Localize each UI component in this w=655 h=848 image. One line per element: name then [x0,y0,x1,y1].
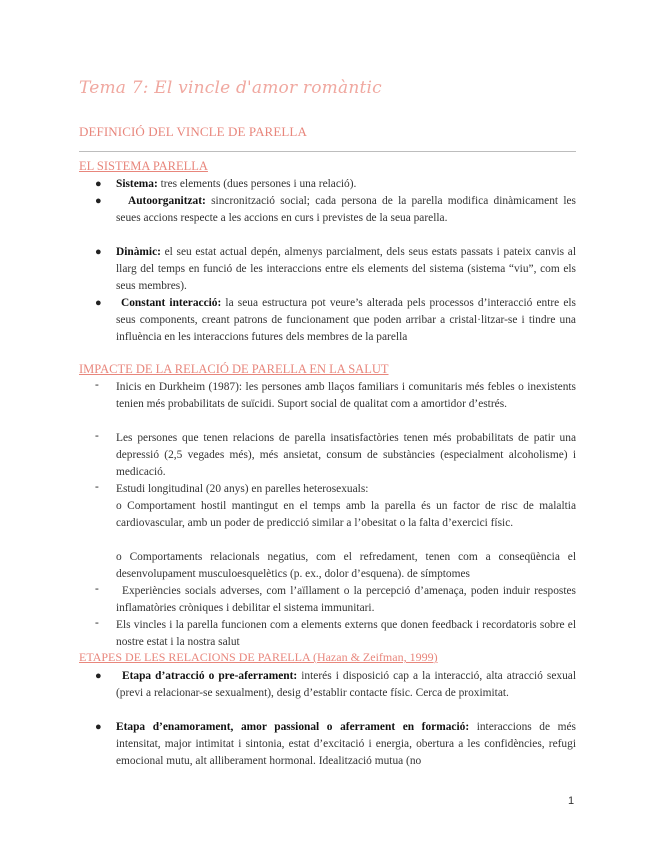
bullet-icon: ● [95,178,102,190]
list-item [116,668,576,702]
section-heading-impacte: IMPACTE DE LA RELACIÓ DE PARELLA EN LA SALUT [79,362,389,376]
list-item: Experiències socials adverses, com l’aïllament o la percepció d’amenaça, poden induir respostes inflamatòries cròniques i debilitar el sistema immunitari. [116,585,576,614]
list-item: Estudi longitudinal (20 anys) en parelles heterosexuals: [116,483,369,495]
list-item: Les persones que tenen relacions de parella insatisfactòries tenen més probabilitats de patir una depressió (2,5 vegades més), més ansietat, consum de substàncies (especialment alcoholisme) i medicació. [116,432,576,478]
dash-marker: - [95,617,99,629]
dash-marker: - [95,430,99,442]
bullet-icon: ● [95,721,102,733]
section-heading-etapes: ETAPES DE LES RELACIONS DE PARELLA (Hazan & Zeifman, 1999) [79,650,438,664]
item-term: Sistema: [116,178,158,190]
item-term: Etapa d’atracció o pre-aferrament: [122,670,298,682]
item-term: Dinàmic: [116,246,161,258]
item-text: sincronització social; cada persona de la parella modifica dinàmicament les seues accions respecte a les accions en curs i previstes de la seua parella. [116,195,576,224]
list-item: Inicis en Durkheim (1987): les persones amb llaços familiars i comunitaris més febles o inexistents tenien més probabilitats de suïcidi. Suport social de qualitat com a amortidor d’estrés. [116,381,576,410]
page-title: Tema 7: El vincle d'amor romàntic [79,78,382,98]
item-text: interaccions de més intensitat, major intimitat i sintonia, estat d’excitació i energia, obertura a les confidències, refugi emocional mutu, alt alliberament hormonal. Idealització mutua (no [116,721,576,767]
item-term: Constant interacció: [121,297,222,309]
dash-marker: - [95,379,99,391]
dash-marker: - [95,583,99,595]
item-text: interés i disposició cap a la interacció, alta atracció sexual (previ a relacionar-se sexualment), desig d’establir contacte físic. Cerca de proximitat. [116,670,576,699]
item-term: Etapa d’enamorament, amor passional o aferrament en formació: [116,721,470,733]
item-text: el seu estat actual depén, almenys parcialment, dels seus estats passats i pateix canvis al llarg del temps en funció de les interaccions entre els elements del sistema (sistema “viu”, com els seus membres). [116,246,576,292]
bullet-icon: ● [95,246,102,258]
bullet-icon: ● [95,297,102,309]
list-item [116,244,576,294]
sub-item: o Comportaments relacionals negatius, com el refredament, tenen com a conseqüència el desenvolupament musculoesquelètics (p. ex., dolor d’esquena). de símptomes [116,551,576,580]
item-text: la seua estructura pot veure’s alterada pels processos d’interacció entre els seus components, creant patrons de funcionament que poden arribar a cristal·litzar-se i tindre una influència en les interaccions futures dels membres de la parella [116,297,576,343]
list-item [116,719,576,769]
main-heading: DEFINICIÓ DEL VINCLE DE PARELLA [79,124,307,139]
dash-marker: - [95,481,99,493]
sub-item: o Comportament hostil mantingut en el temps amb la parella és un factor de risc de malaltia cardiovascular, amb un poder de predicció similar a l’obesitat o la falta d’exercici físic. [116,500,576,529]
list-item [116,176,576,193]
page-number: 1 [568,795,575,807]
list-item [116,193,576,227]
heading-divider [79,151,576,152]
list-item: Els vincles i la parella funcionen com a elements externs que donen feedback i recordatoris sobre el nostre estat i la nostra salut [116,619,576,648]
item-term: Autoorganitzat: [128,195,206,207]
section-heading-sistema: EL SISTEMA PARELLA [79,159,208,173]
list-item [116,295,576,345]
bullet-icon: ● [95,670,102,682]
bullet-icon: ● [95,195,102,207]
item-text: tres elements (dues persones i una relació). [157,178,357,190]
